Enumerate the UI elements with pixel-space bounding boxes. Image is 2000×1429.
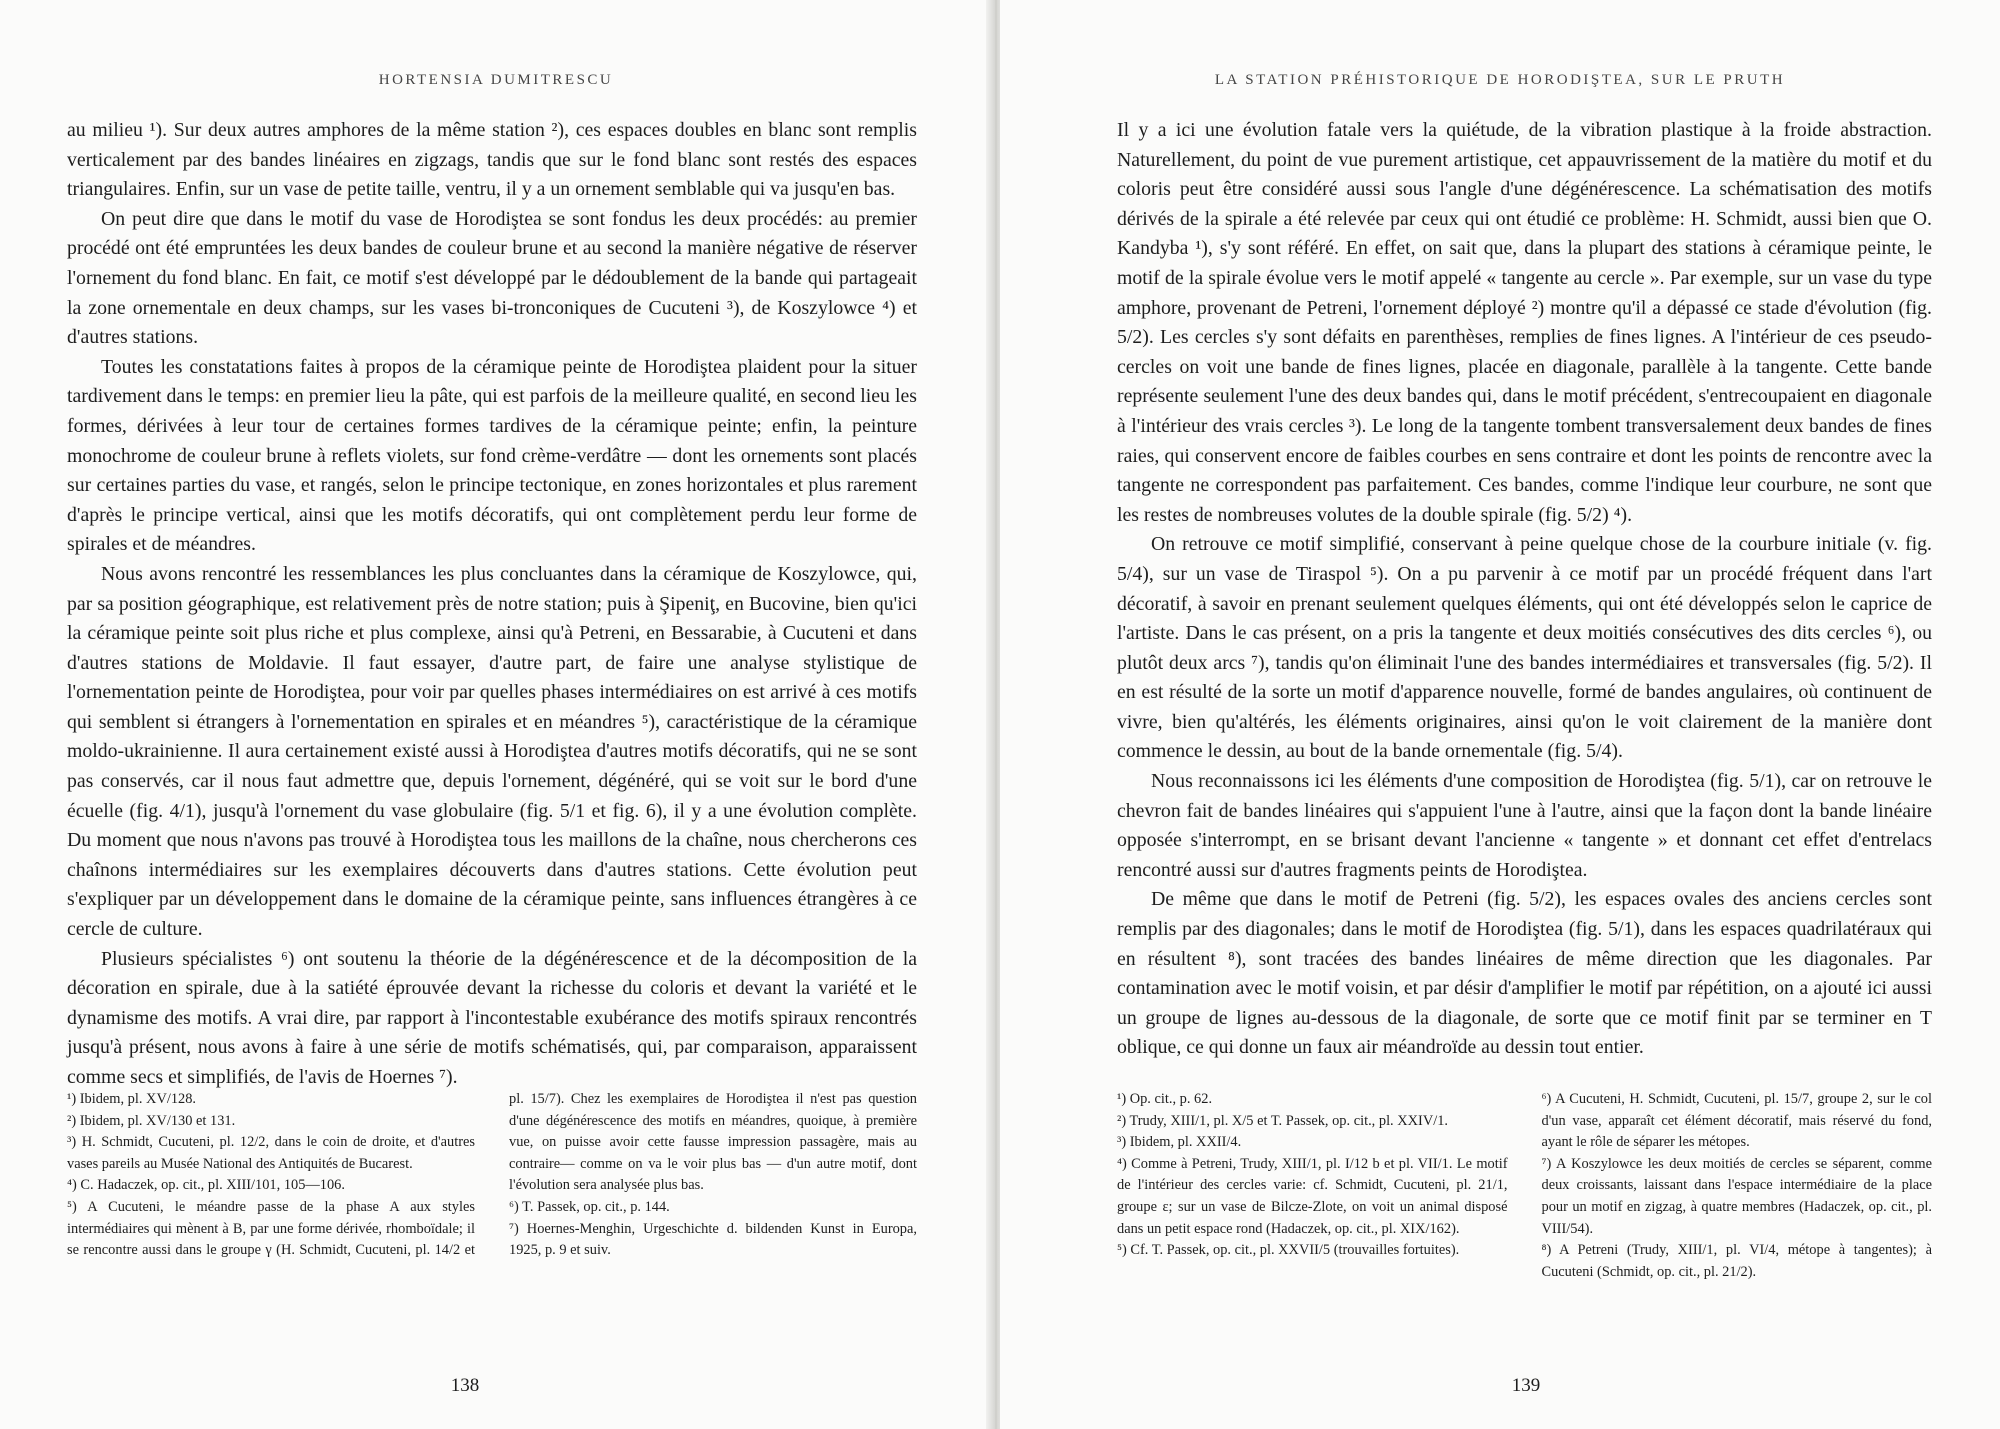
running-head-left: HORTENSIA DUMITRESCU <box>378 72 614 88</box>
paragraph: Nous reconnaissons ici les éléments d'une composition de Horodiştea (fig. 5/1), car on retrouve le chevron fait de bandes linéaires qui s'appuient l'une à l'autre, ainsi que la façon dont la bande linéaire opposée s'interrompt, en se brisant devant l'ancienne « tangente » et donnant cet effet d'entrelacs rencontré aussi sur d'autres fragments peints de Horodiştea. <box>1117 770 1932 881</box>
page-number-right: 139 <box>1511 1375 1541 1396</box>
footnote: ⁵) A Cucuteni, le méandre passe de la phase A aux styles intermédiaires qui mènent à B, par une forme dérivée, rhomboïdale; il se rencontre aussi dans le groupe γ (H. Schmidt, Cucuteni, pl. 14/2 et pl. 15/7). Chez les exemplaires de Horodiştea il n'est pas question d'une dégénérescence des motifs en méandres, quoique, à première vue, on puisse avoir cette fausse impression passagère, mais au contraire— comme on va le voir plus bas — d'un autre motif, dont l'évolution sera analysée plus bas. <box>67 1091 917 1259</box>
right-page <box>1000 0 2000 1429</box>
page-number-left: 138 <box>450 1375 480 1396</box>
footnote: ⁴) Comme à Petreni, Trudy, XIII/1, pl. I/12 b et pl. VII/1. Le motif de l'intérieur des cercles varie: cf. Schmidt, Cucuteni, pl. 21/1, groupe ε; sur un vase de Bilcze-Zlote, on voit un animal disposé dans un petit espace rond (Hadaczek, op. cit., pl. XIX/162). <box>1117 1155 1508 1237</box>
footnote: ⁶) A Cucuteni, H. Schmidt, Cucuteni, pl. 15/7, groupe 2, sur le col d'un vase, apparaît cet élément décoratif, mais réservé du fond, ayant le rôle de séparer les métopes. <box>1541 1091 1932 1151</box>
footnote: ³) H. Schmidt, Cucuteni, pl. 12/2, dans le coin de droite, et d'autres vases pareils au Musée National des Antiquités de Bucarest. <box>67 1134 475 1172</box>
footnotes-left <box>67 1089 917 1262</box>
body-text-left <box>67 116 917 1093</box>
footnote: ²) Trudy, XIII/1, pl. X/5 et T. Passek, op. cit., pl. XXIV/1. <box>1117 1112 1449 1129</box>
footnote: ³) Ibidem, pl. XXII/4. <box>1117 1134 1242 1151</box>
footnote: ⁵) Cf. T. Passek, op. cit., pl. XXVII/5 (trouvailles fortuites). <box>1117 1242 1460 1259</box>
footnote: ²) Ibidem, pl. XV/130 et 131. <box>67 1112 236 1129</box>
paragraph: On retrouve ce motif simplifié, conservant à peine quelque chose de la courbure initiale (v. fig. 5/4), sur un vase de Tiraspol ⁵). On a pu parvenir à ce motif par un procédé fréquent dans l'art décoratif, à savoir en prenant seulement quelques éléments, qui ont été développés selon le caprice de l'artiste. Dans le cas présent, on a pris la tangente et deux moitiés consécutives des dits cercles ⁶), ou plutôt deux arcs ⁷), tandis qu'on éliminait l'une des bandes intermédiaires et transversales (fig. 5/2). Il en est résulté de la sorte un motif d'apparence nouvelle, formé de bandes angulaires, où continuent de vivre, bien qu'altérés, les éléments originaires, ainsi qu'on le voit clairement de la manière dont commence le dessin, au bout de la bande ornementale (fig. 5/4). <box>1117 533 1932 763</box>
footnote: ¹) Op. cit., p. 62. <box>1117 1091 1213 1107</box>
paragraph: Il y a ici une évolution fatale vers la quiétude, de la vibration plastique à la froide abstraction. Naturellement, du point de vue purement artistique, cet appauvrissement de la matière du motif et du coloris peut être considéré aussi sous l'angle d'une dégénérescence. La schématisation des motifs dérivés de la spirale a été relevée par ceux qui ont étudié ce problème: H. Schmidt, aussi bien que O. Kandyba ¹), s'y sont référé. En effet, on sait que, dans la plupart des stations à céramique peinte, le motif de la spirale évolue vers le motif appelé « tangente au cercle ». Par exemple, sur un vase du type amphore, provenant de Petreni, l'ornement déployé ²) montre qu'il a dépassé ce stade d'évolution (fig. 5/2). Les cercles s'y sont défaits en parenthèses, remplies de fines lignes. A l'intérieur de ces pseudo-cercles on voit une bande de fines lignes, placée en diagonale, parallèle à la tangente. Cette bande représente seulement l'une des deux bandes qui, dans le motif précédent, s'entrecoupaient en diagonale à l'intérieur des vrais cercles ³). Le long de la tangente tombent transversalement deux bandes de fines raies, qui conservent encore de faibles courbes en sens contraire et dont les points de rencontre avec la tangente ne correspondent pas parfaitement. Ces bandes, comme l'indique leur courbure, ne sont que les restes de nombreuses volutes de la double spirale (fig. 5/2) ⁴). <box>1117 119 1932 526</box>
paragraph: Toutes les constatations faites à propos de la céramique peinte de Horodiştea plaident pour la situer tardivement dans le temps: en premier lieu la pâte, qui est parfois de la meilleure qualité, en second lieu les formes, dérivées à leur tour de certaines formes tardives de la céramique peinte; enfin, la peinture monochrome de couleur brune à reflets violets, sur fond crème-verdâtre — dont les ornements sont placés sur certaines parties du vase, et rangés, selon le principe tectonique, en zones horizontales et plus rarement d'après le principe vertical, ainsi que les motifs décoratifs, qui ont complètement perdu leur forme de spirales et de méandres. <box>67 355 917 556</box>
paragraph: Nous avons rencontré les ressemblances les plus concluantes dans la céramique de Koszylowce, qui, par sa position géographique, est relativement près de notre station; puis à Şipeniţ, en Bucovine, bien qu'ici la céramique peinte soit plus riche et plus complexe, ainsi qu'à Petreni, en Bessarabie, à Cucuteni et dans d'autres stations de Moldavie. Il faut essayer, d'autre part, de faire une analyse stylistique de l'ornementation peinte de Horodiştea, pour voir par quelles phases intermédiaires on est arrivé à ces motifs qui semblent si étrangers à l'ornementation en spirales et en méandres ⁵), caractéristique de la céramique moldo-ukrainienne. Il aura certainement existé aussi à Horodiştea d'autres motifs décoratifs, qui ne se sont pas conservés, car il nous faut admettre que, depuis l'ornement, dégénéré, qui se voit sur le bord d'une écuelle (fig. 4/1), jusqu'à l'ornement du vase globulaire (fig. 5/1 et fig. 6), il y a une évolution complète. Du moment que nous n'avons pas trouvé à Horodiştea tous les maillons de la chaîne, nous chercherons ces chaînons intermédiaires sur les exemplaires découverts dans d'autres stations. Cette évolution peut s'expliquer par un développement dans le domaine de la céramique peinte, sans influences étrangères à ce cercle de culture. <box>67 562 917 941</box>
footnote: ⁴) C. Hadaczek, op. cit., pl. XIII/101, 105—106. <box>67 1177 345 1194</box>
paragraph: On peut dire que dans le motif du vase de Horodiştea se sont fondus les deux procédés: au premier procédé ont été empruntées les deux bandes de couleur brune et au second la manière négative de réserver l'ornement du fond blanc. En fait, ce motif s'est développé par le dédoublement de la bande qui partageait la zone ornementale en deux champs, sur les vases bi-tronconiques de Cucuteni ³), de Koszylowce ⁴) et d'autres stations. <box>67 207 917 349</box>
body-text-right <box>1117 116 1932 1063</box>
footnote: ⁷) A Koszylowce les deux moitiés de cercles se séparent, comme deux croissants, laissant dans l'espace intermédiaire de la place pour un motif en zigzag, à quatre membres (Hadaczek, op. cit., pl. VIII/54). <box>1541 1155 1932 1237</box>
paragraph: De même que dans le motif de Petreni (fig. 5/2), les espaces ovales des anciens cercles sont remplis par des diagonales; dans le motif de Horodiştea (fig. 5/1), dans les espaces quadrilatéraux qui en résultent ⁸), sont tracées des bandes linéaires de même direction que les diagonales. Par contamination avec le motif voisin, et par désir d'amplifier le motif par répétition, on a ajouté ici aussi un groupe de lignes au-dessous de la diagonale, de sorte que ce motif finit par se terminer en T oblique, ce qui donne un faux air méandroïde au dessin tout entier. <box>1117 888 1932 1059</box>
footnote: ⁸) A Petreni (Trudy, XIII/1, pl. VI/4, métope à tangentes); à Cucuteni (Schmidt, op. cit., pl. 21/2). <box>1541 1242 1932 1280</box>
footnotes-right <box>1117 1089 1932 1283</box>
footnote: ⁶) T. Passek, op. cit., p. 144. <box>509 1198 670 1215</box>
left-page <box>0 0 992 1429</box>
running-head-right: LA STATION PRÉHISTORIQUE DE HORODIŞTEA, SUR LE PRUTH <box>1214 72 1786 88</box>
footnote: ¹) Ibidem, pl. XV/128. <box>67 1091 197 1107</box>
paragraph: Plusieurs spécialistes ⁶) ont soutenu la théorie de la dégénérescence et de la décomposition de la décoration en spirale, due à la satiété éprouvée devant la richesse du coloris et devant la variété et le dynamisme des motifs. A vrai dire, par rapport à l'incontestable exubérance des motifs spiraux rencontrés jusqu'à présent, nous avons à faire à une série de motifs schématisés, qui, par comparaison, apparaissent comme secs et simplifiés, de l'avis de Hoernes ⁷). <box>67 947 917 1088</box>
paragraph: au milieu ¹). Sur deux autres amphores de la même station ²), ces espaces doubles en blanc sont remplis verticalement par des bandes linéaires en zigzags, tandis que sur le fond blanc sont restés des espaces triangulaires. Enfin, sur un vase de petite taille, ventru, il y a un ornement semblable qui va jusqu'en bas. <box>67 119 917 201</box>
footnote: ⁷) Hoernes-Menghin, Urgeschichte d. bildenden Kunst in Europa, 1925, p. 9 et suiv. <box>509 1220 917 1259</box>
